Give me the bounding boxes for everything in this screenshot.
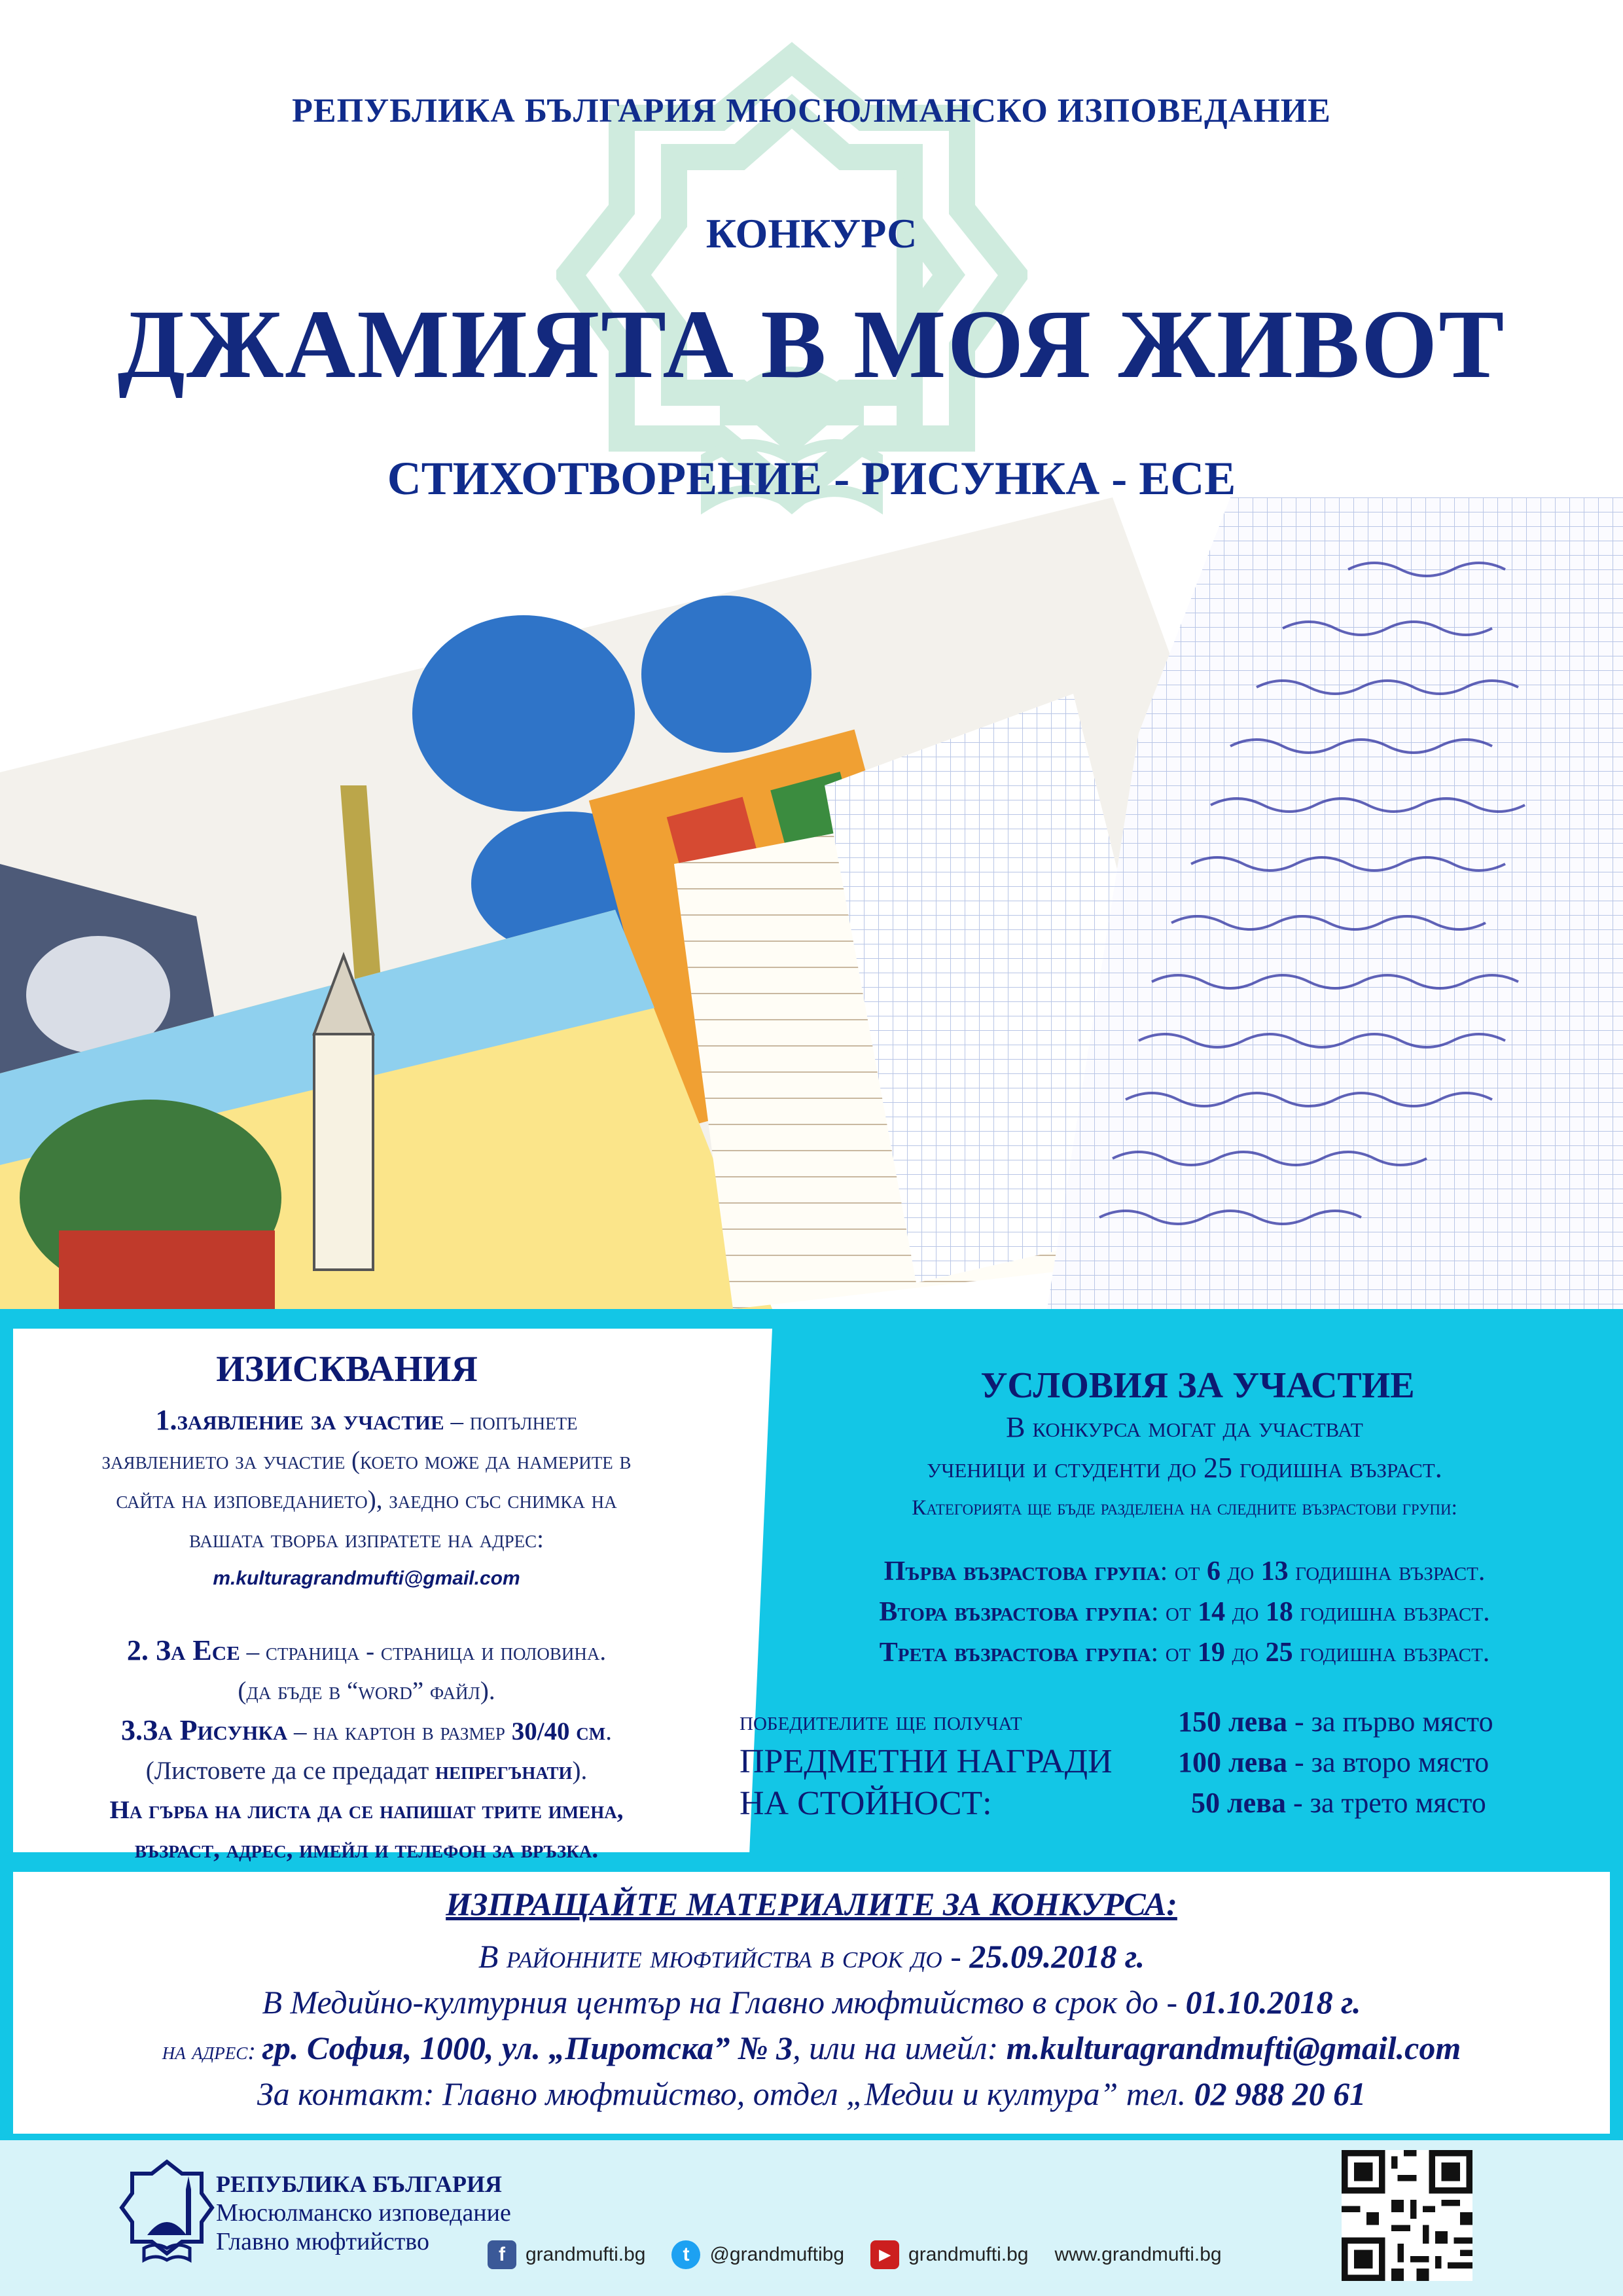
requirements-title: ИЗИСКВАНИЯ [216, 1349, 478, 1390]
conditions-title: УСЛОВИЯ ЗА УЧАСТИЕ [980, 1365, 1415, 1406]
age-group-suffix: годишна възраст. [1288, 1556, 1486, 1587]
requirement-3-line2-c: ). [572, 1757, 588, 1785]
contact-phone[interactable]: 02 988 20 61 [1194, 2075, 1366, 2112]
submission-line-4 [13, 2075, 1610, 2113]
submission-email-prefix: , или на имейл: [793, 2030, 1007, 2066]
age-group-name: Втора възрастова група [879, 1597, 1151, 1627]
youtube-icon[interactable]: ▶ [870, 2240, 899, 2269]
prize-row [1178, 1783, 1623, 1823]
requirement-item-2 [13, 1631, 720, 1672]
requirement-3-rest: – на картон в размер [287, 1717, 512, 1746]
prize-row [1178, 1742, 1623, 1783]
emblem-icon [118, 2157, 216, 2268]
age-group-from: 6 [1206, 1556, 1221, 1587]
conditions-line-3: Категорията ще бъде разделена на следните възрастови групи: [912, 1496, 1457, 1520]
footer-org-line-3: Главно мюфтийство [216, 2228, 429, 2255]
submission-address: гр. София, 1000, ул. „Пиротска” № 3 [262, 2030, 793, 2066]
requirement-item-3: 3.За Рисунка – на картон в размер 30/40 см. [120, 1714, 613, 1746]
age-group-to: 25 [1265, 1638, 1293, 1668]
age-group-from-label: : от [1150, 1638, 1198, 1668]
conditions-line-1: В конкурса могат да участват [1006, 1411, 1363, 1443]
submission-line-2-text: В Медийно-културния център на Главно мюфтийство в срок до - [262, 1984, 1186, 2020]
website-link[interactable]: www.grandmufti.bg [1054, 2244, 1222, 2265]
requirement-3-line4: възраст, адрес, имейл и телефон за връзка. [134, 1835, 599, 1863]
twitter-icon[interactable]: t [671, 2240, 700, 2269]
qr-code-icon[interactable] [1342, 2150, 1472, 2281]
requirement-3-line2 [13, 1751, 720, 1791]
submission-address-prefix: на адрес: [162, 2037, 262, 2065]
age-group-to-label: до [1224, 1638, 1266, 1668]
contact-text: За контакт: Главно мюфтийство, отдел „Медии и култура” тел. [257, 2075, 1194, 2112]
requirement-1-line2: заявлението за участие (което може да намерите в [101, 1446, 632, 1475]
winners-label [740, 1702, 1171, 1825]
winners-line-2: ПРЕДМЕТНИ НАГРАДИ [740, 1743, 1113, 1780]
submission-line-2 [13, 1983, 1610, 2021]
artwork-collage-image [0, 497, 1623, 1309]
requirement-1-line3: сайта на изповеданието), заедно със снимка на [116, 1486, 617, 1514]
requirements-body [13, 1401, 720, 1869]
prize-place: - за първо място [1287, 1706, 1493, 1738]
age-group-to: 13 [1260, 1556, 1289, 1587]
age-groups [746, 1551, 1623, 1673]
youtube-link[interactable]: grandmufti.bg [908, 2244, 1029, 2265]
age-group-row [746, 1551, 1623, 1592]
requirement-1-lead: 1.заявление за участие [155, 1404, 444, 1436]
requirement-1-line4: вашата творба изпратете на адрес: [189, 1525, 544, 1553]
social-links [488, 2238, 1338, 2271]
age-group-to-label: до [1220, 1556, 1261, 1587]
prize-amount: 150 лева [1178, 1706, 1287, 1738]
submission-deadline-1: 25.09.2018 г. [969, 1938, 1145, 1975]
conditions-line-2: ученици и студенти до 25 годишна възраст. [927, 1452, 1442, 1484]
winners-line-1: победителите ще получат [740, 1706, 1022, 1736]
prize-row [1178, 1702, 1623, 1742]
age-group-suffix: годишна възраст. [1293, 1597, 1490, 1627]
prize-amount: 50 лева [1191, 1787, 1286, 1819]
prize-list [1178, 1702, 1623, 1823]
age-group-from: 14 [1198, 1597, 1226, 1627]
submission-line-3 [13, 2029, 1610, 2067]
requirement-3-size: 30/40 см [511, 1717, 606, 1746]
requirement-2-rest: – страница - страница и половина. [240, 1638, 607, 1666]
age-group-name: Трета възрастова група [879, 1638, 1151, 1668]
page-title: ДЖАМИЯТА В МОЯ ЖИВОТ [117, 290, 1506, 399]
requirement-3-line3: На гърба на листа да се напишат трите имена, [109, 1796, 624, 1824]
submission-line-1-text: В районните мюфтийства в срок до - [478, 1938, 970, 1975]
contest-label: КОНКУРС [705, 210, 918, 257]
footer-org-line-1: РЕПУБЛИКА БЪЛГАРИЯ [216, 2171, 503, 2197]
facebook-icon[interactable]: f [488, 2240, 516, 2269]
footer-organization [216, 2170, 511, 2256]
twitter-link[interactable]: @grandmuftibg [709, 2244, 845, 2265]
requirement-3-line2-b: непрегънати [435, 1757, 573, 1785]
submission-title: ИЗПРАЩАЙТЕ МАТЕРИАЛИТЕ ЗА КОНКУРСА: [446, 1886, 1177, 1922]
prize-place: - за трето място [1285, 1787, 1486, 1819]
age-group-row [746, 1592, 1623, 1632]
prize-place: - за второ място [1287, 1746, 1489, 1778]
submission-deadline-2: 01.10.2018 г. [1185, 1984, 1361, 2020]
requirement-3-lead: 3.За Рисунка [120, 1714, 288, 1746]
page-subtitle: СТИХОТВОРЕНИЕ - РИСУНКА - ЕСЕ [387, 452, 1236, 505]
prize-amount: 100 лева [1178, 1746, 1287, 1778]
requirement-2-lead: 2. За Есе [126, 1634, 240, 1666]
footer-org-line-2: Мюсюлманско изповедание [216, 2199, 511, 2227]
winners-line-3: НА СТОЙНОСТ: [740, 1785, 992, 1822]
submission-email-link[interactable]: m.kulturagrandmufti@gmail.com [1006, 2030, 1461, 2066]
age-group-row [746, 1632, 1623, 1673]
age-group-from-label: : от [1150, 1597, 1198, 1627]
requirement-1-rest: – попълнете [444, 1407, 578, 1435]
requirement-3-line2-a: (Листовете да се предадат [145, 1757, 435, 1785]
organization-title: РЕПУБЛИКА БЪЛГАРИЯ МЮСЮЛМАНСКО ИЗПОВЕДАНИЕ [292, 92, 1331, 130]
requirement-item-1 [13, 1401, 720, 1441]
age-group-to-label: до [1225, 1597, 1266, 1627]
facebook-link[interactable]: grandmufti.bg [526, 2244, 646, 2265]
conditions-body [746, 1407, 1623, 1528]
age-group-from-label: : от [1160, 1556, 1207, 1587]
requirement-2-line2: (да бъде в “word” файл). [238, 1677, 495, 1705]
requirement-email-link[interactable]: m.kulturagrandmufti@gmail.com [213, 1568, 520, 1589]
age-group-to: 18 [1265, 1597, 1293, 1627]
age-group-from: 19 [1197, 1638, 1225, 1668]
submission-line-1 [13, 1937, 1610, 1975]
age-group-suffix: годишна възраст. [1293, 1638, 1490, 1668]
age-group-name: Първа възрастова група [883, 1556, 1160, 1587]
